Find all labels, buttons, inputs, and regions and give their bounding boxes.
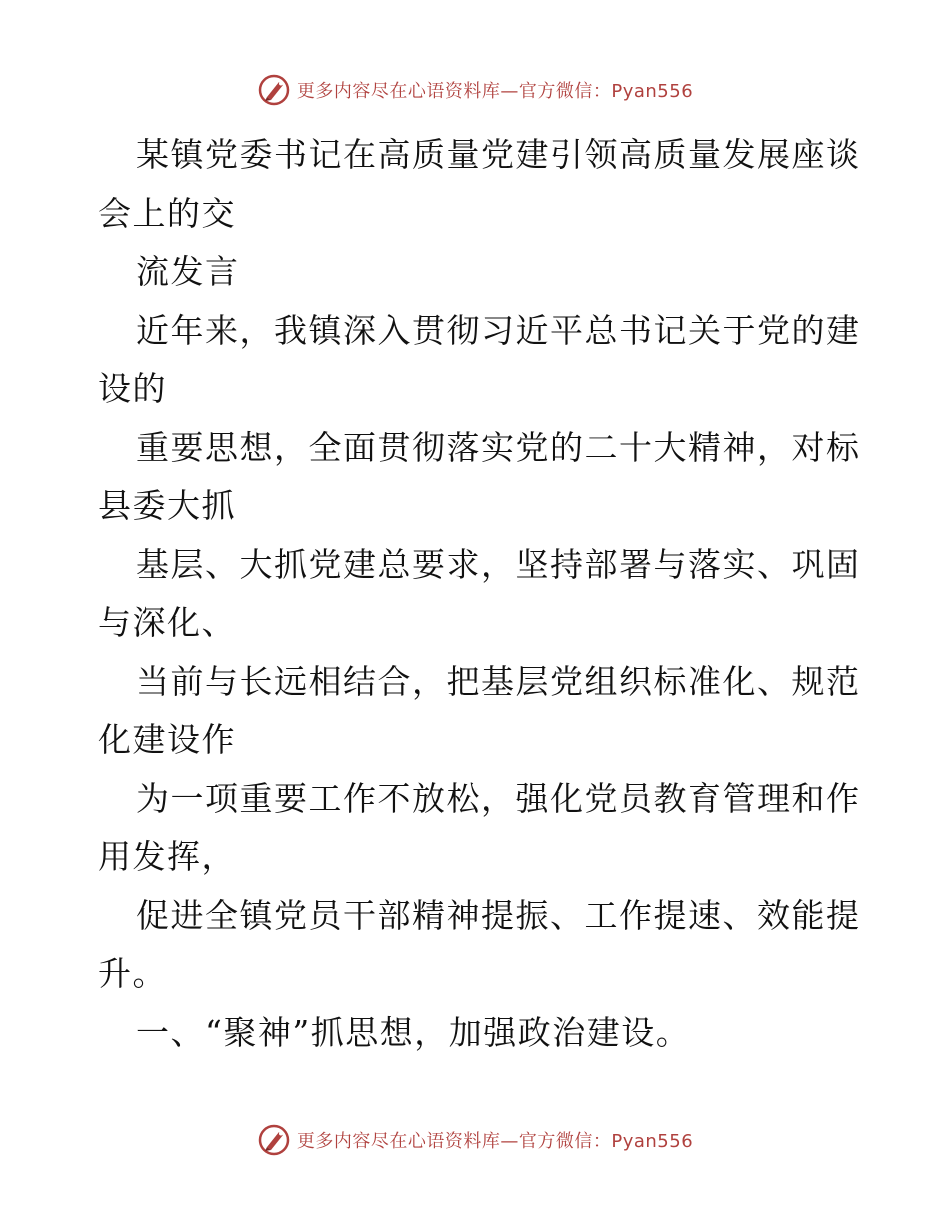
text-line: 近年来，我镇深入贯彻习近平总书记关于党的建 (136, 310, 861, 350)
text-line: 县委大抓 (98, 486, 236, 525)
text-line: 当前与长远相结合，把基层党组织标准化、规范 (136, 661, 861, 701)
footer-watermark-banner (0, 1122, 950, 1158)
text-line: 基层、大抓党建总要求，坚持部署与落实、巩固 (136, 544, 861, 584)
pen-logo-icon (257, 1123, 291, 1157)
text-line: 为一项重要工作不放松，强化党员教育管理和作 (136, 778, 861, 818)
text-line: 会上的交 (98, 193, 236, 233)
text-line: 设的 (98, 369, 167, 408)
text-line: 某镇党委书记在高质量党建引领高质量发展座谈 (136, 135, 861, 174)
header-watermark-banner (0, 72, 950, 108)
text-line: 促进全镇党员干部精神提振、工作提速、效能提 (136, 895, 861, 935)
header-watermark-text: 更多内容尽在心语资料库—官方微信：Pyan556 (296, 81, 694, 102)
pen-logo-icon (257, 73, 291, 107)
document-body (98, 126, 861, 1062)
text-line: 一、“聚神”抓思想，加强政治建设。 (136, 1012, 691, 1052)
text-line: 重要思想，全面贯彻落实党的二十大精神，对标 (136, 427, 861, 467)
footer-watermark-text: 更多内容尽在心语资料库—官方微信：Pyan556 (296, 1131, 694, 1152)
text-line: 与深化、 (98, 603, 236, 642)
text-line: 流发言 (136, 252, 240, 291)
text-line: 用发挥， (98, 837, 236, 876)
text-line: 化建设作 (98, 720, 236, 759)
text-line: 升。 (98, 954, 167, 993)
